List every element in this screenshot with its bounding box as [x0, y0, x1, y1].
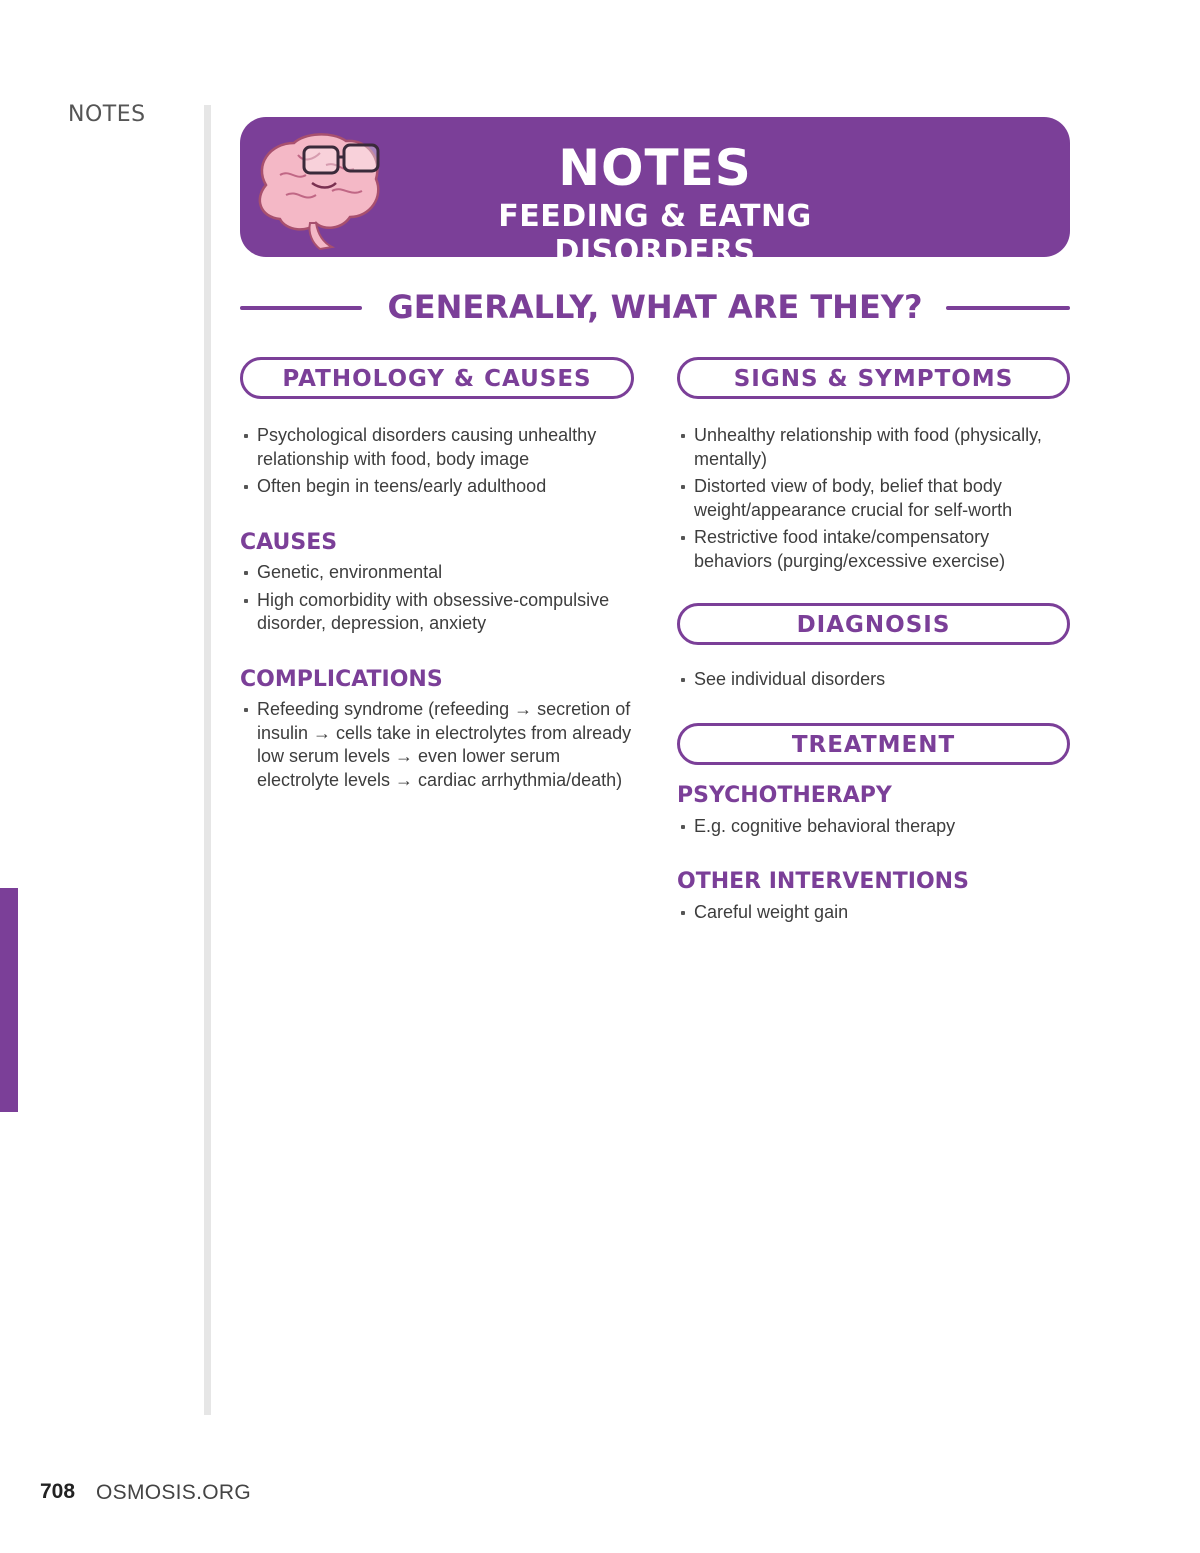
list-item: Genetic, environmental	[240, 561, 635, 585]
site-name: OSMOSIS.ORG	[96, 1481, 251, 1504]
list-item: Refeeding syndrome (refeeding → secretion of insulin → cells take in electrolytes from already low serum levels → even lower serum electrolyte levels → cardiac arrhythmia/death)	[240, 698, 635, 792]
banner-title: NOTES	[558, 139, 752, 197]
banner-subtitle: FEEDING & EATNG DISORDERS	[498, 199, 812, 269]
list-item: Psychological disorders causing unhealthy relationship with food, body image	[240, 424, 640, 471]
list-item: Often begin in teens/early adulthood	[240, 475, 640, 499]
list-item: Distorted view of body, belief that body weight/appearance crucial for self-worth	[677, 475, 1062, 522]
page-number: 708	[40, 1480, 76, 1503]
signs-list	[677, 424, 1062, 577]
margin-notes-label: NOTES	[68, 102, 146, 127]
other-interventions-heading: OTHER INTERVENTIONS	[677, 869, 969, 894]
list-item: Unhealthy relationship with food (physically, mentally)	[677, 424, 1062, 471]
psychotherapy-list	[677, 815, 1062, 843]
causes-list	[240, 561, 635, 640]
psychotherapy-heading: PSYCHOTHERAPY	[677, 783, 892, 808]
treatment-pill: TREATMENT	[677, 723, 1070, 765]
pathology-causes-pill: PATHOLOGY & CAUSES	[240, 357, 634, 399]
diagnosis-pill: DIAGNOSIS	[677, 603, 1070, 645]
complications-list	[240, 698, 635, 796]
heading-rule-right	[946, 306, 1070, 310]
pathology-list	[240, 424, 640, 503]
signs-symptoms-pill: SIGNS & SYMPTOMS	[677, 357, 1070, 399]
list-item: E.g. cognitive behavioral therapy	[677, 815, 1062, 839]
list-item: High comorbidity with obsessive-compulsive disorder, depression, anxiety	[240, 589, 635, 636]
chapter-tab	[0, 888, 18, 1112]
complications-heading: COMPLICATIONS	[240, 667, 443, 692]
diagnosis-list	[677, 668, 1062, 696]
notes-banner	[240, 117, 1070, 269]
list-item: Restrictive food intake/compensatory behaviors (purging/excessive exercise)	[677, 526, 1062, 573]
section-heading-text: GENERALLY, WHAT ARE THEY?	[387, 288, 923, 326]
other-interventions-list	[677, 901, 1062, 929]
list-item: Careful weight gain	[677, 901, 1062, 925]
causes-heading: CAUSES	[240, 530, 338, 555]
section-heading	[240, 282, 1070, 334]
margin-divider	[204, 105, 211, 1415]
list-item: See individual disorders	[677, 668, 1062, 692]
